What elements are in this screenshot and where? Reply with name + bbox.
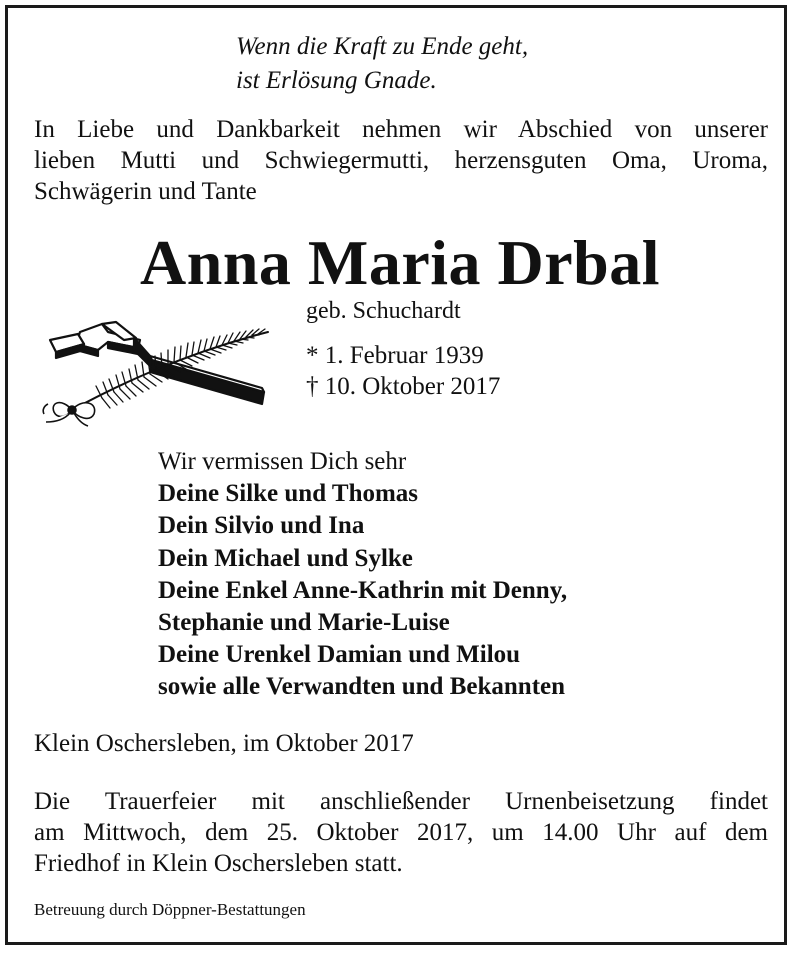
family-line: Dein Michael und Sylke bbox=[158, 544, 413, 572]
motto bbox=[236, 30, 528, 98]
cross-with-palm-branch-icon bbox=[42, 318, 274, 428]
family-line: Deine Urenkel Damian und Milou bbox=[158, 641, 521, 669]
motto-line: ist Erlösung Gnade. bbox=[236, 67, 437, 94]
funeral-service-text bbox=[34, 786, 768, 879]
family-intro: Wir vermissen Dich sehr bbox=[158, 448, 407, 475]
service-line: Die Trauerfeier mit anschließender Urnenbeisetzung findet bbox=[34, 788, 768, 815]
family-line: Deine Enkel Anne-Kathrin mit Denny, bbox=[158, 576, 568, 604]
intro-line: Schwägerin und Tante bbox=[34, 178, 257, 205]
service-line: Friedhof in Klein Oschersleben statt. bbox=[34, 850, 403, 877]
family-signatures bbox=[158, 446, 567, 704]
birth-date: * 1. Februar 1939 bbox=[306, 342, 484, 369]
intro-line: lieben Mutti und Schwiegermutti, herzensguten Oma, Uroma, bbox=[34, 147, 768, 174]
family-line: sowie alle Verwandten und Bekannten bbox=[158, 673, 566, 701]
deceased-name: Anna Maria Drbal bbox=[140, 227, 660, 298]
intro-text bbox=[34, 114, 768, 207]
family-line: Dein Silvio und Ina bbox=[158, 512, 365, 540]
maiden-name: geb. Schuchardt bbox=[306, 298, 461, 324]
motto-line: Wenn die Kraft zu Ende geht, bbox=[236, 33, 529, 60]
funeral-home-credit: Betreuung durch Döppner-Bestattungen bbox=[34, 900, 306, 919]
intro-line: In Liebe und Dankbarkeit nehmen wir Abschied von unserer bbox=[34, 116, 768, 143]
family-line: Stephanie und Marie-Luise bbox=[158, 609, 450, 637]
place-and-date: Klein Oschersleben, im Oktober 2017 bbox=[34, 730, 414, 757]
family-line: Deine Silke und Thomas bbox=[158, 480, 419, 508]
death-date: † 10. Oktober 2017 bbox=[306, 373, 501, 400]
service-line: am Mittwoch, dem 25. Oktober 2017, um 14.00 Uhr auf dem bbox=[34, 819, 768, 846]
